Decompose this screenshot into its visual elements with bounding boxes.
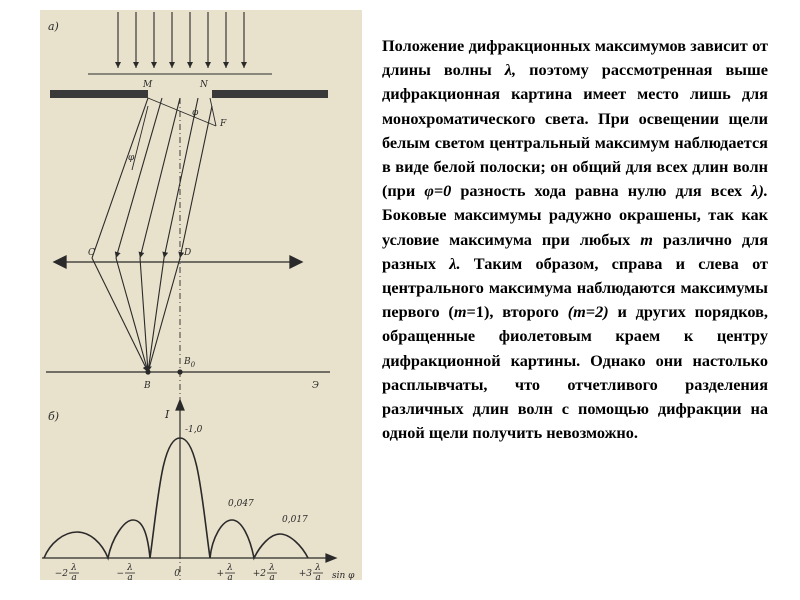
x-tick-frac-den: a [127,573,133,580]
x-tick-frac-num: λ [227,563,233,573]
intensity-axis-label: I [165,408,170,421]
phi-top-label: φ [192,108,199,118]
x-tick-prefix: 0 [174,569,180,579]
lambda-symbol-3: λ. [449,253,461,273]
text-segment-4: Боковые максимумы радужно окрашены, так как условие максимума при любых [382,205,768,249]
x-tick-frac-den: a [315,573,321,580]
x-tick-prefix: −2 [54,569,68,579]
m-equals-2-expression: (m=2) [567,302,609,322]
diffracted-rays [92,98,212,372]
lambda-symbol-1: λ, [504,60,517,80]
peak-second-label: 0,017 [282,515,308,525]
figure-b-label: б) [48,410,60,423]
x-tick-1 [116,563,135,580]
point-m-label: M [143,80,153,90]
diffraction-figure [40,10,362,580]
body-paragraph [382,34,768,445]
intensity-axis [176,400,184,558]
x-tick-2 [174,569,180,579]
text-segment-7: =1), второго [466,302,568,322]
slit-screen [50,90,328,98]
point-b0-label: $B_0$ [184,357,196,369]
incident-rays [88,12,272,74]
phi-zero-expression: φ=0 [424,181,452,201]
x-tick-frac-den: a [71,573,77,580]
point-n-label: N [200,80,208,90]
text-segment-8: и других порядков, обращенные фиолетовым краем к центру дифракционной картины. Однако они настолько расплывчаты, что отчетливого разделения различных длин волн с помощью дифракции на одной щели получить невозможно. [382,302,769,443]
x-tick-frac-num: λ [71,563,77,573]
point-b0-dot [177,369,182,374]
text-segment-5: различно для разных [382,229,769,273]
intensity-curve [44,438,308,558]
text-segment-6: Таким образом, справа и слева от центрального максимума наблюдаются максимумы первого ( [382,253,768,322]
point-b-dot [145,369,150,374]
x-tick-frac-den: a [227,573,233,580]
x-tick-frac-num: λ [127,563,133,573]
phi-left-label: φ [128,153,135,163]
x-axis-label: sin φ [332,571,355,580]
x-tick-prefix: +2 [252,569,266,579]
x-tick-prefix: + [216,569,224,579]
x-tick-0 [55,563,79,580]
x-tick-labels [55,563,323,580]
peak-first-label: 0,047 [228,499,254,509]
point-c-label: C [88,248,95,258]
text-segment-3: разность хода равна нулю для всех [451,181,752,201]
point-d-label: D [184,248,192,258]
peak-central-label: -1,0 [185,425,203,435]
screen-label: Э [312,381,319,391]
lambda-symbol-2: λ). [751,181,768,201]
m-symbol-2: m [453,302,467,322]
x-tick-4 [253,563,277,580]
x-axis [42,554,336,562]
text-segment-1: Положение дифракционных максимумов зависит от длины волны [382,36,768,80]
m-symbol-1: m [640,229,653,249]
diffraction-figure-svg [40,10,362,580]
x-tick-frac-num: λ [315,563,321,573]
x-tick-prefix: − [116,569,124,579]
x-tick-prefix: +3 [298,569,312,579]
figure-a-label: а) [48,20,59,33]
x-tick-frac-den: a [269,573,275,580]
x-tick-3 [216,563,235,580]
text-segment-2: поэтому рассмотренная выше дифракционная картина имеет место лишь для монохроматического света. При освещении щели белым светом центральный максимум наблюдается в виде белой полоски; он общий для всех длин волн (при [382,60,768,201]
x-tick-frac-num: λ [269,563,275,573]
point-f-label: F [220,119,227,129]
point-b-label: B [144,381,151,391]
x-tick-5 [299,563,323,580]
